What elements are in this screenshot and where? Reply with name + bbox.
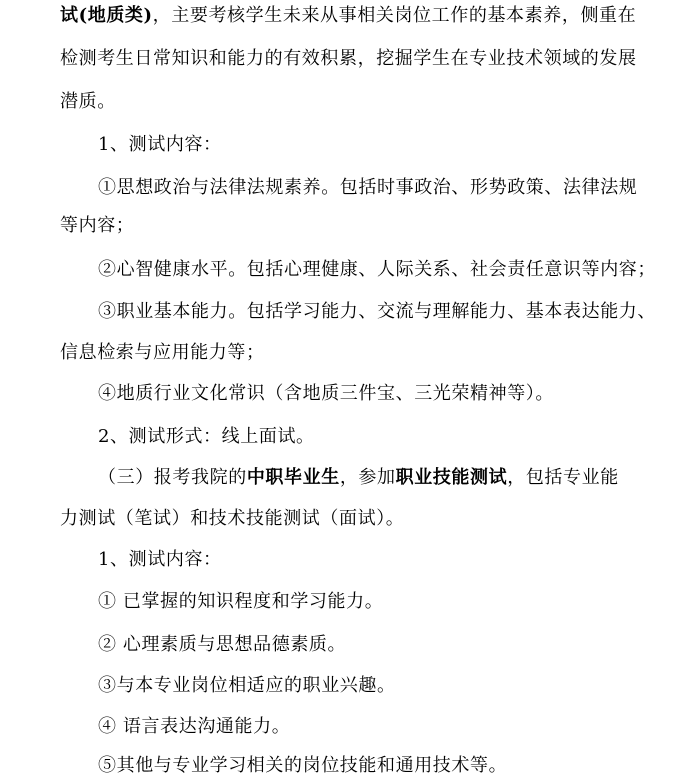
paragraph-line-1 [60, 4, 636, 28]
inline-text: ，主要考核学生未来从事相关岗位工作的基本素养，侧重在 [152, 5, 637, 26]
list-item-b1: ① 已掌握的知识程度和学习能力。 [98, 591, 384, 612]
inline-text: ，参加 [339, 467, 396, 488]
bold-text-skill-test: 职业技能测试 [395, 467, 508, 488]
section-three-line-2: 力测试（笔试）和技术技能测试（面试）。 [60, 508, 405, 529]
list-item-b5: ⑤其他与专业学习相关的岗位技能和通用技术等。 [98, 755, 508, 776]
inline-text: ，包括专业能 [507, 467, 619, 488]
inline-text: （三）报考我院的 [98, 467, 247, 488]
list-item-4: ④地质行业文化常识（含地质三件宝、三光荣精神等）。 [98, 383, 554, 404]
list-heading-test-content: 1、测试内容： [98, 134, 222, 155]
list-heading-test-format: 2、测试形式：线上面试。 [98, 426, 315, 447]
list-item-b2: ② 心理素质与思想品德素质。 [98, 634, 347, 655]
list-item-3-continued: 信息检索与应用能力等； [60, 342, 265, 363]
list-heading-test-content-2: 1、测试内容： [98, 549, 222, 570]
list-item-1: ①思想政治与法律法规素养。包括时事政治、形势政策、法律法规 [98, 177, 638, 198]
paragraph-line-2: 检测考生日常知识和能力的有效积累，挖掘学生在专业技术领域的发展 [60, 48, 637, 69]
list-item-3: ③职业基本能力。包括学习能力、交流与理解能力、基本表达能力、 [98, 301, 656, 322]
list-item-b4: ④ 语言表达沟通能力。 [98, 716, 291, 737]
list-item-2: ②心智健康水平。包括心理健康、人际关系、社会责任意识等内容； [98, 259, 656, 280]
list-item-1-continued: 等内容； [60, 215, 135, 236]
section-three-line-1 [98, 466, 619, 490]
bold-text-category: 试(地质类) [60, 5, 153, 26]
paragraph-line-3: 潜质。 [60, 91, 116, 112]
bold-text-graduates: 中职毕业生 [246, 467, 340, 488]
list-item-b3: ③与本专业岗位相适应的职业兴趣。 [98, 675, 396, 696]
